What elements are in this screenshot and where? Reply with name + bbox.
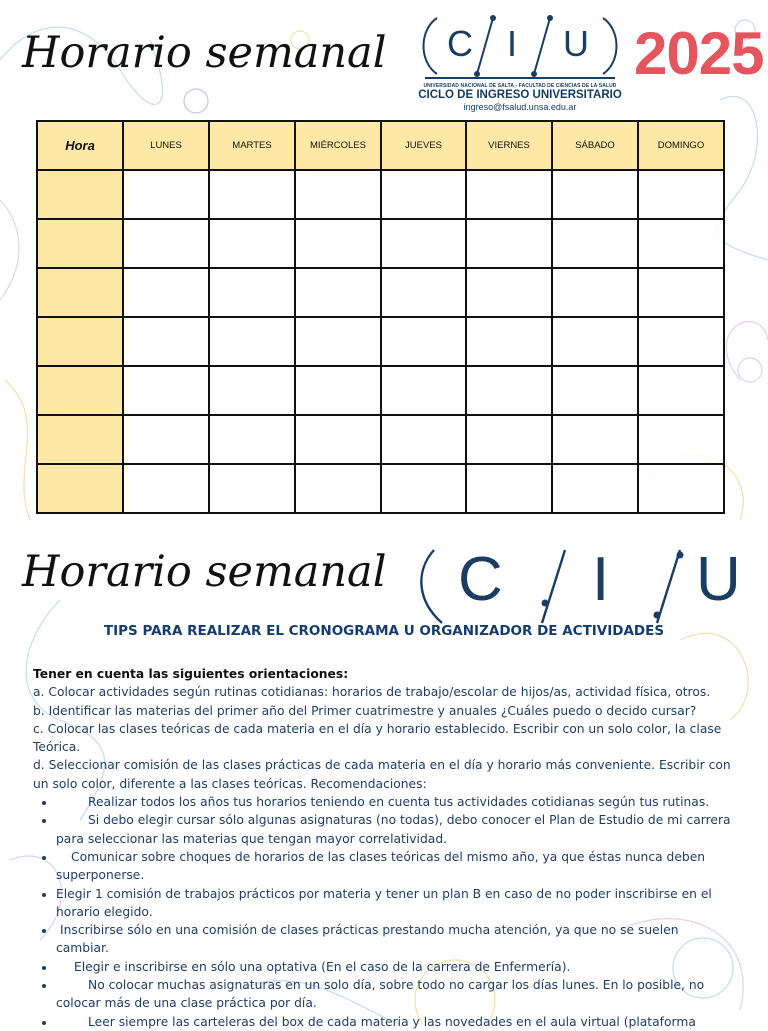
schedule-cell	[381, 170, 466, 219]
schedule-cell	[381, 415, 466, 464]
recommendation-item	[56, 958, 733, 976]
hora-cell	[37, 268, 123, 317]
table-row	[37, 464, 724, 513]
schedule-cell	[295, 415, 381, 464]
schedule-cell	[295, 219, 381, 268]
schedule-cell	[123, 415, 209, 464]
tips-page	[0, 545, 768, 1029]
table-row	[37, 219, 724, 268]
schedule-cell	[209, 464, 295, 513]
schedule-cell	[381, 268, 466, 317]
schedule-cell	[552, 366, 638, 415]
schedule-cell	[295, 464, 381, 513]
schedule-cell	[209, 170, 295, 219]
column-header-domingo: DOMINGO	[638, 121, 724, 170]
schedule-cell	[295, 268, 381, 317]
schedule-cell	[209, 268, 295, 317]
column-header-hora: Hora	[37, 121, 123, 170]
tip-item: b. Identificar las materias del primer año del Primer cuatrimestre y anuales ¿Cuáles puedo o decido cursar?	[33, 703, 697, 718]
logo2-letter-c: C	[458, 545, 503, 614]
recommendation-text: Elegir e inscribirse en sólo una optativa (En el caso de la carrera de Enfermería).	[74, 959, 571, 974]
recommendation-item	[56, 848, 733, 885]
column-header-viernes: VIERNES	[466, 121, 552, 170]
schedule-cell	[638, 317, 724, 366]
schedule-cell	[638, 268, 724, 317]
recommendation-text: Si debo elegir cursar sólo algunas asignaturas (no todas), debo conocer el Plan de Estudio de mi carrera para seleccionar las materias que tengan mayor correlatividad.	[56, 813, 731, 846]
hora-cell	[37, 170, 123, 219]
table-row	[37, 317, 724, 366]
table-row	[37, 366, 724, 415]
recommendation-text: Leer siempre las carteleras del box de cada materia y las novedades en el aula virtual (plataforma	[88, 1014, 696, 1029]
schedule-cell	[123, 219, 209, 268]
hora-cell	[37, 366, 123, 415]
schedule-cell	[552, 219, 638, 268]
tips-body	[33, 665, 733, 1031]
schedule-cell	[552, 170, 638, 219]
schedule-cell	[638, 464, 724, 513]
logo2-letter-u: U	[696, 545, 741, 614]
schedule-cell	[381, 219, 466, 268]
recommendation-item	[56, 793, 733, 811]
schedule-cell	[552, 464, 638, 513]
hora-cell	[37, 317, 123, 366]
column-header-jueves: JUEVES	[381, 121, 466, 170]
hora-cell	[37, 219, 123, 268]
recommendation-text: Elegir 1 comisión de trabajos prácticos por materia y tener un plan B en caso de no poder inscribirse en el horario elegido.	[56, 886, 712, 919]
recommendation-text: No colocar muchas asignaturas en un solo día, sobre todo no cargar los días lunes. En lo posible, no colocar más de una clase práctica por día.	[56, 978, 705, 1011]
logo-letter-u: U	[563, 23, 589, 64]
ciu-logo	[415, 10, 625, 113]
schedule-cell	[123, 170, 209, 219]
recommendations-list	[33, 793, 733, 1031]
schedule-cell	[638, 219, 724, 268]
hora-cell	[37, 415, 123, 464]
recommendation-text: Realizar todos los años tus horarios teniendo en cuenta tus actividades cotidianas según tus rutinas.	[88, 795, 710, 810]
column-header-miercoles: MIÉRCOLES	[295, 121, 381, 170]
schedule-cell	[123, 317, 209, 366]
table-header-row	[37, 121, 724, 170]
program-line: CICLO DE INGRESO UNIVERSITARIO	[418, 89, 622, 101]
table-row	[37, 170, 724, 219]
tips-lead: Tener en cuenta las siguientes orientaciones:	[33, 667, 349, 681]
recommendation-text: Inscribirse sólo en una comisión de clases prácticas prestando mucha atención, ya que no se suelen cambiar.	[56, 923, 679, 956]
schedule-cell	[123, 464, 209, 513]
recommendation-item	[56, 1013, 733, 1031]
recommendation-item	[56, 921, 733, 958]
recommendation-item	[56, 885, 733, 922]
tip-item: d. Seleccionar comisión de las clases prácticas de cada materia en el día y horario más conveniente. Escribir con un solo color, diferente a las clases teóricas. Recomendaciones:	[33, 758, 731, 791]
schedule-cell	[466, 415, 552, 464]
recommendation-item	[56, 811, 733, 848]
column-header-sabado: SÁBADO	[552, 121, 638, 170]
schedule-cell	[123, 268, 209, 317]
logo-letter-i: I	[507, 23, 518, 64]
schedule-cell	[295, 170, 381, 219]
university-line: UNIVERSIDAD NACIONAL DE SALTA - FACULTAD DE CIENCIAS DE LA SALUD	[423, 83, 617, 89]
logo-letter-c: C	[447, 23, 473, 64]
schedule-cell	[381, 317, 466, 366]
schedule-cell	[381, 464, 466, 513]
hora-cell	[37, 464, 123, 513]
page-title: Horario semanal	[22, 28, 387, 78]
schedule-cell	[552, 317, 638, 366]
schedule-cell	[466, 317, 552, 366]
tip-item: c. Colocar las clases teóricas de cada materia en el día y horario establecido. Escribir con un solo color, la clase Teórica.	[33, 721, 722, 755]
schedule-cell	[638, 366, 724, 415]
schedule-cell	[466, 268, 552, 317]
schedule-cell	[295, 366, 381, 415]
recommendation-item	[56, 976, 733, 1013]
table-row	[37, 268, 724, 317]
ciu-logo-large	[420, 545, 768, 625]
ciu-logo-mark	[415, 10, 625, 82]
contact-email: ingreso@fsalud.unsa.edu.ar	[463, 102, 577, 112]
schedule-cell	[466, 464, 552, 513]
schedule-cell	[123, 366, 209, 415]
schedule-cell	[295, 317, 381, 366]
page-separator	[0, 540, 768, 545]
weekly-schedule-table	[36, 120, 725, 514]
schedule-cell	[209, 366, 295, 415]
schedule-cell	[209, 219, 295, 268]
schedule-cell	[466, 366, 552, 415]
schedule-cell	[552, 415, 638, 464]
schedule-cell	[466, 170, 552, 219]
column-header-lunes: LUNES	[123, 121, 209, 170]
schedule-cell	[552, 268, 638, 317]
recommendation-text: Comunicar sobre choques de horarios de las clases teóricas del mismo año, ya que éstas nunca deben superponerse.	[56, 849, 706, 883]
tips-heading: TIPS PARA REALIZAR EL CRONOGRAMA U ORGANIZADOR DE ACTIVIDADES	[103, 623, 665, 639]
schedule-cell	[209, 317, 295, 366]
tips-list	[33, 683, 733, 793]
schedule-cell	[381, 366, 466, 415]
table-row	[37, 415, 724, 464]
year-badge: 2025	[634, 20, 764, 87]
schedule-cell	[638, 415, 724, 464]
schedule-cell	[638, 170, 724, 219]
schedule-cell	[209, 415, 295, 464]
tip-item: a. Colocar actividades según rutinas cotidianas: horarios de trabajo/escolar de hijos/as, actividad física, otros.	[33, 685, 711, 700]
page-title-2: Horario semanal	[22, 547, 387, 597]
column-header-martes: MARTES	[209, 121, 295, 170]
schedule-cell	[466, 219, 552, 268]
logo2-letter-i: I	[592, 545, 610, 614]
